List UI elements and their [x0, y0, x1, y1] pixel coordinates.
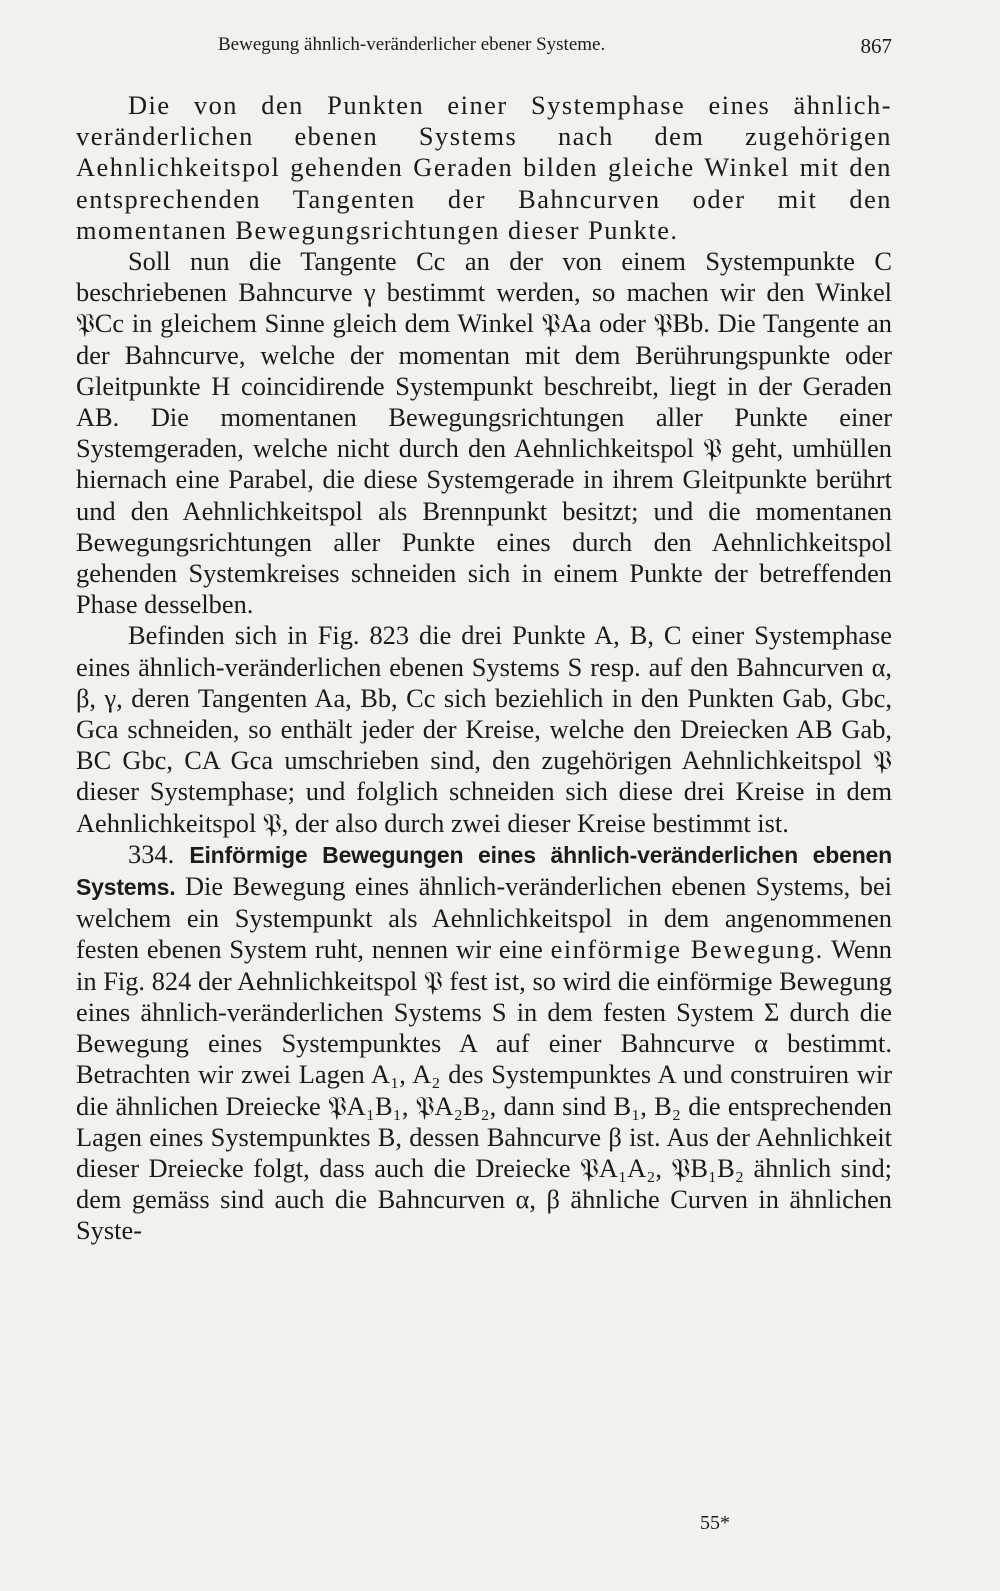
paragraph-theorem: Die von den Punkten einer Systemphase eines ähnlich-veränderlichen ebenen Systems nach dem zugehörigen Aehnlichkeitspol gehenden Geraden bilden gleiche Winkel mit den entsprechenden Tangenten der Bahncurven oder mit den momentanen Bewegungsrichtungen dieser Punkte. [76, 90, 892, 245]
signature-mark: 55* [700, 1512, 730, 1534]
running-header [76, 34, 892, 68]
page-number: 867 [860, 34, 892, 58]
section-text-a: Die Bewegung eines ähnlich-veränderlichen ebenen Systems, bei welchem ein Systempunkt als Aehnlichkeitspol in dem angenommenen festen ebenen System ruht, nennen wir eine [76, 871, 892, 965]
running-title: Bewegung ähnlich-veränderlicher ebener Systeme. [218, 34, 606, 55]
section-number: 334. [128, 838, 175, 869]
main-text [76, 90, 892, 1247]
paragraph-tangent: Soll nun die Tangente Cc an der von einem Systempunkte C beschriebenen Bahncurve γ bestimmt werden, so machen wir den Winkel 𝔓Cc in gleichem Sinne gleich dem Winkel 𝔓Aa oder 𝔓Bb. Die Tangente an der Bahncurve, welche der momentan mit dem Berührungspunkte oder Gleitpunkte H coincidirende Systempunkt beschreibt, liegt in der Geraden AB. Die momentanen Bewegungsrichtungen aller Punkte einer Systemgeraden, welche nicht durch den Aehnlichkeitspol 𝔓 geht, umhüllen hiernach eine Parabel, die diese Systemgerade in ihrem Gleitpunkte berührt und den Aehnlichkeitspol als Brennpunkt besitzt; und die momentanen Bewegungsrichtungen aller Punkte eines durch den Aehnlichkeitspol gehenden Systemkreises schneiden sich in einem Punkte der betreffenden Phase desselben. [76, 246, 892, 620]
section-term: einförmige Bewegung. [550, 934, 824, 965]
section-text-b: Wenn in Fig. 824 der Aehnlichkeitspol 𝔓 fest ist, so wird die einförmige Bewegung eines ähnlich-veränderlichen Systems S in dem festen System Σ durch die Bewegung eines Systempunktes A auf einer Bahncurve α bestimmt. Betrachten wir zwei Lagen A₁, A₂ des Systempunktes A und construiren wir die ähnlichen Dreiecke 𝔓A₁B₁, 𝔓A₂B₂, dann sind B₁, B₂ die entsprechenden Lagen eines Systempunktes B, dessen Bahncurve β ist. Aus der Aehnlichkeit dieser Dreiecke folgt, dass auch die Dreiecke 𝔓A₁A₂, 𝔓B₁B₂ ähnlich sind; dem gemäss sind auch die Bahncurven α, β ähnliche Curven in ähnlichen Syste- [76, 934, 892, 1246]
section-heading: Einförmige Bewegungen eines ähnlich-veränderlichen ebenen Systems. [76, 841, 892, 901]
paragraph-section-334 [76, 839, 892, 1247]
paragraph-fig823: Befinden sich in Fig. 823 die drei Punkte A, B, C einer Systemphase eines ähnlich-veränderlichen ebenen Systems S resp. auf den Bahncurven α, β, γ, deren Tangenten Aa, Bb, Cc sich beziehlich in den Punkten Gab, Gbc, Gca schneiden, so enthält jeder der Kreise, welche den Dreiecken AB Gab, BC Gbc, CA Gca umschrieben sind, den zugehörigen Aehnlichkeitspol 𝔓 dieser Systemphase; und folglich schneiden sich diese drei Kreise in dem Aehnlichkeitspol 𝔓, der also durch zwei dieser Kreise bestimmt ist. [76, 620, 892, 838]
